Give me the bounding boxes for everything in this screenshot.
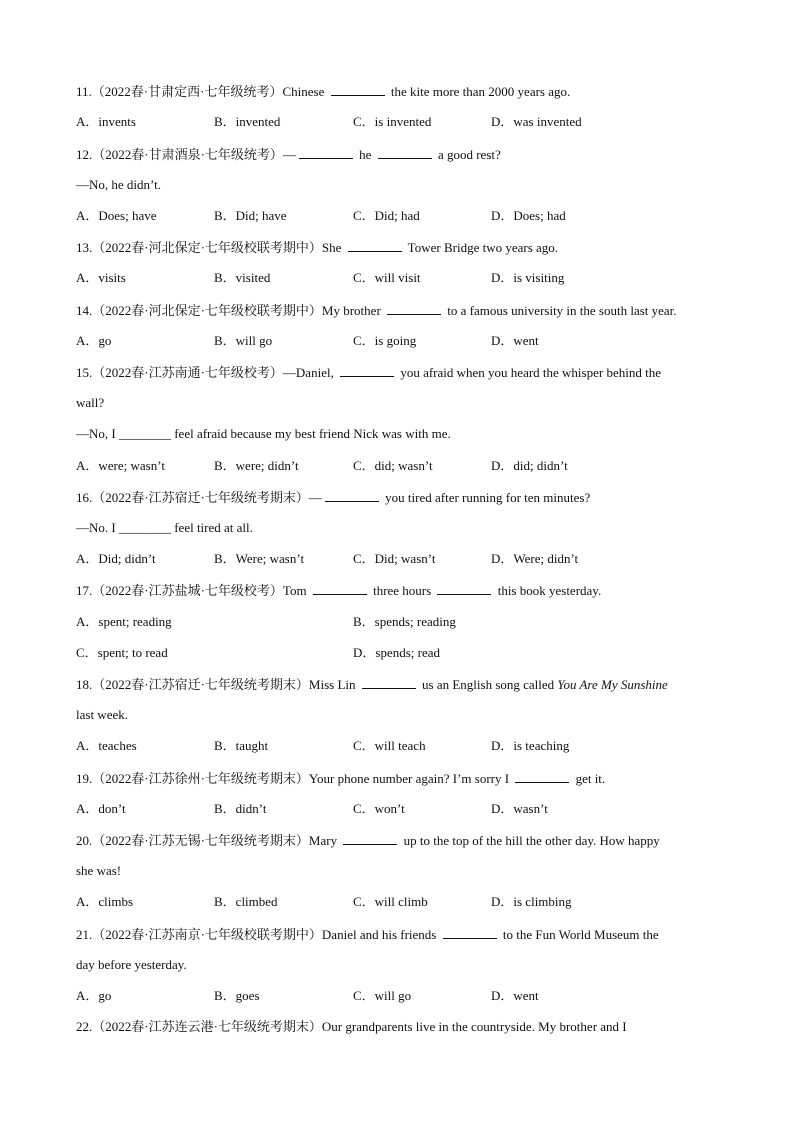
option-letter: B．	[214, 458, 236, 473]
question-text: —Daniel,	[282, 365, 338, 380]
option-text: will go	[374, 988, 412, 1003]
option-letter: B．	[214, 801, 236, 816]
question-source: （2022春·河北保定·七年级校联考期中）	[92, 303, 322, 318]
option-text: Did; wasn’t	[374, 551, 436, 566]
answer-blank	[387, 302, 441, 315]
option-letter: C．	[76, 645, 98, 660]
option-text: is visiting	[513, 270, 565, 285]
question-text: he	[355, 147, 375, 162]
option-letter: A．	[76, 801, 99, 816]
option-letter: C．	[353, 114, 375, 129]
option-d[interactable]	[491, 551, 578, 567]
option-c[interactable]	[353, 738, 426, 754]
option-letter: B．	[214, 114, 236, 129]
option-text: were; didn’t	[235, 458, 299, 473]
question-22	[76, 1019, 627, 1035]
option-text: don’t	[98, 801, 126, 816]
option-b[interactable]	[214, 114, 280, 130]
option-letter: D．	[491, 738, 514, 753]
option-text: will visit	[374, 270, 421, 285]
question-text: Our grandparents live in the countryside. My brother and I	[321, 1019, 627, 1034]
question-text: three hours	[369, 583, 435, 598]
option-letter: A．	[76, 208, 99, 223]
answer-blank	[343, 832, 397, 845]
option-text: go	[98, 333, 112, 348]
option-text: visited	[235, 270, 271, 285]
option-letter: D．	[491, 270, 514, 285]
option-text: Does; had	[513, 208, 566, 223]
option-a[interactable]	[76, 270, 126, 286]
option-d[interactable]	[491, 208, 566, 224]
option-c[interactable]	[353, 114, 431, 130]
option-c[interactable]	[353, 458, 433, 474]
question-number: 21.	[76, 927, 93, 942]
option-letter: C．	[353, 208, 375, 223]
option-text: Were; didn’t	[513, 551, 579, 566]
option-letter: A．	[76, 551, 99, 566]
question-text: a good rest?	[434, 147, 501, 162]
question-text-cont: —No, he didn’t.	[76, 177, 161, 192]
question-text-cont: —No, I ________ feel afraid because my best friend Nick was with me.	[76, 426, 451, 441]
question-17	[76, 582, 601, 599]
option-letter: A．	[76, 738, 99, 753]
question-number: 22.	[76, 1019, 93, 1034]
option-text: visits	[98, 270, 126, 285]
question-source: （2022春·甘肃定西·七年级统考）	[91, 84, 283, 99]
option-letter: D．	[491, 551, 514, 566]
option-d[interactable]	[491, 270, 564, 286]
option-letter: B．	[214, 270, 236, 285]
question-text: you afraid when you heard the whisper behind the	[397, 365, 661, 380]
option-d[interactable]	[491, 458, 568, 474]
option-text: will teach	[374, 738, 426, 753]
option-letter: D．	[353, 645, 376, 660]
option-c[interactable]	[353, 208, 420, 224]
option-letter: C．	[353, 333, 375, 348]
option-text: Did; have	[235, 208, 287, 223]
option-b[interactable]	[214, 551, 304, 567]
question-14	[76, 302, 677, 319]
option-text: went	[513, 333, 539, 348]
question-source: （2022春·江苏宿迁·七年级统考期末）	[92, 490, 309, 505]
question-text: to a famous university in the south last year.	[444, 303, 677, 318]
option-letter: A．	[76, 894, 99, 909]
option-letter: C．	[353, 458, 375, 473]
option-c[interactable]	[353, 801, 405, 817]
option-c[interactable]	[353, 551, 435, 567]
option-letter: A．	[76, 114, 99, 129]
option-text: was invented	[513, 114, 582, 129]
option-text: Did; had	[374, 208, 420, 223]
question-19	[76, 770, 605, 787]
question-source: （2022春·江苏盐城·七年级校考）	[92, 583, 283, 598]
song-title: You Are My Sunshine	[557, 677, 668, 692]
option-b[interactable]	[353, 614, 456, 630]
option-letter: D．	[491, 801, 514, 816]
option-a[interactable]	[76, 551, 156, 567]
option-b[interactable]	[214, 801, 267, 817]
option-letter: A．	[76, 270, 99, 285]
option-d[interactable]	[491, 988, 539, 1004]
option-c[interactable]	[353, 894, 428, 910]
option-letter: B．	[214, 988, 236, 1003]
option-d[interactable]	[491, 333, 539, 349]
option-text: will go	[235, 333, 273, 348]
option-letter: B．	[214, 894, 236, 909]
question-text: get it.	[572, 771, 606, 786]
option-b[interactable]	[214, 208, 287, 224]
question-text: to the Fun World Museum the	[499, 927, 659, 942]
question-text: up to the top of the hill the other day. How happy	[400, 833, 660, 848]
option-c[interactable]	[353, 988, 411, 1004]
option-letter: C．	[353, 801, 375, 816]
question-number: 14.	[76, 303, 93, 318]
option-b[interactable]	[214, 738, 268, 754]
answer-blank	[443, 926, 497, 939]
option-letter: D．	[491, 988, 514, 1003]
option-a[interactable]	[76, 208, 157, 224]
option-letter: D．	[491, 114, 514, 129]
question-number: 17.	[76, 583, 93, 598]
option-d[interactable]	[491, 738, 569, 754]
option-b[interactable]	[214, 333, 272, 349]
question-number: 18.	[76, 677, 93, 692]
question-text: this book yesterday.	[494, 583, 602, 598]
question-text: Daniel and his friends	[321, 927, 440, 942]
option-text: went	[513, 988, 539, 1003]
option-letter: A．	[76, 333, 99, 348]
answer-blank	[378, 146, 432, 159]
option-a[interactable]	[76, 614, 172, 630]
question-text: Tom	[282, 583, 310, 598]
question-number: 20.	[76, 833, 93, 848]
question-text: —	[308, 490, 322, 505]
option-text: Were; wasn’t	[235, 551, 305, 566]
answer-blank	[340, 364, 394, 377]
question-text: us an English song called	[418, 677, 558, 692]
option-text: is invented	[374, 114, 432, 129]
option-text: is going	[374, 333, 417, 348]
answer-blank	[437, 582, 491, 595]
option-letter: A．	[76, 458, 99, 473]
option-text: invents	[98, 114, 136, 129]
option-text: were; wasn’t	[98, 458, 165, 473]
option-b[interactable]	[214, 894, 278, 910]
option-c[interactable]	[353, 333, 416, 349]
option-letter: A．	[76, 614, 99, 629]
option-letter: C．	[353, 894, 375, 909]
answer-blank	[515, 770, 569, 783]
question-source: （2022春·江苏连云港·七年级统考期末）	[92, 1019, 322, 1034]
option-text: go	[98, 988, 112, 1003]
question-text: —	[282, 147, 296, 162]
option-letter: B．	[214, 551, 236, 566]
option-text: won’t	[374, 801, 405, 816]
question-text: Your phone number again? I’m sorry I	[308, 771, 513, 786]
option-a[interactable]	[76, 894, 133, 910]
question-text-cont: last week.	[76, 707, 128, 722]
option-letter: D．	[491, 894, 514, 909]
option-letter: C．	[353, 988, 375, 1003]
option-letter: C．	[353, 270, 375, 285]
answer-blank	[313, 582, 367, 595]
question-number: 13.	[76, 240, 93, 255]
answer-blank	[299, 146, 353, 159]
option-a[interactable]	[76, 458, 165, 474]
question-source: （2022春·江苏无锡·七年级统考期末）	[92, 833, 309, 848]
question-number: 19.	[76, 771, 93, 786]
question-text-cont: wall?	[76, 395, 105, 410]
question-text: My brother	[321, 303, 385, 318]
option-text: climbed	[235, 894, 278, 909]
option-text: is teaching	[513, 738, 570, 753]
option-letter: C．	[353, 551, 375, 566]
question-11	[76, 83, 570, 100]
question-number: 15.	[76, 365, 93, 380]
question-18	[76, 676, 668, 693]
question-source: （2022春·江苏南京·七年级校联考期中）	[92, 927, 322, 942]
option-b[interactable]	[214, 988, 260, 1004]
question-13	[76, 239, 558, 256]
option-text: Did; didn’t	[98, 551, 156, 566]
option-text: spends; read	[375, 645, 441, 660]
option-a[interactable]	[76, 738, 137, 754]
answer-blank	[362, 676, 416, 689]
option-text: teaches	[98, 738, 137, 753]
question-16	[76, 489, 590, 506]
option-a[interactable]	[76, 114, 136, 130]
option-letter: C．	[353, 738, 375, 753]
option-text: did; didn’t	[513, 458, 568, 473]
question-text: Tower Bridge two years ago.	[404, 240, 559, 255]
option-text: did; wasn’t	[374, 458, 433, 473]
option-c[interactable]	[353, 270, 421, 286]
question-15	[76, 364, 661, 381]
option-letter: D．	[491, 458, 514, 473]
question-number: 11.	[76, 84, 92, 99]
option-text: taught	[235, 738, 269, 753]
option-text: spent; reading	[98, 614, 172, 629]
question-text: Chinese	[282, 84, 328, 99]
option-letter: D．	[491, 333, 514, 348]
option-d[interactable]	[491, 894, 572, 910]
option-letter: D．	[491, 208, 514, 223]
question-21	[76, 926, 659, 943]
option-b[interactable]	[214, 270, 270, 286]
question-text-cont: she was!	[76, 863, 122, 878]
option-a[interactable]	[76, 801, 126, 817]
question-source: （2022春·江苏南通·七年级校考）	[92, 365, 283, 380]
option-letter: B．	[214, 208, 236, 223]
question-source: （2022春·江苏宿迁·七年级统考期末）	[92, 677, 309, 692]
option-text: wasn’t	[513, 801, 548, 816]
answer-blank	[325, 489, 379, 502]
question-text: Miss Lin	[308, 677, 359, 692]
question-text: the kite more than 2000 years ago.	[387, 84, 571, 99]
question-source: （2022春·河北保定·七年级校联考期中）	[92, 240, 322, 255]
option-c[interactable]	[76, 645, 168, 661]
option-letter: B．	[214, 333, 236, 348]
question-number: 16.	[76, 490, 93, 505]
option-text: goes	[235, 988, 260, 1003]
question-text: Mary	[308, 833, 341, 848]
question-text-cont: —No. I ________ feel tired at all.	[76, 520, 253, 535]
option-d[interactable]	[353, 645, 440, 661]
option-d[interactable]	[491, 801, 548, 817]
question-source: （2022春·甘肃酒泉·七年级统考）	[92, 147, 283, 162]
question-text: you tired after running for ten minutes?	[381, 490, 591, 505]
option-d[interactable]	[491, 114, 582, 130]
question-20	[76, 832, 660, 849]
answer-blank	[348, 239, 402, 252]
option-text: didn’t	[235, 801, 267, 816]
option-text: spends; reading	[374, 614, 456, 629]
option-letter: B．	[353, 614, 375, 629]
option-text: Does; have	[98, 208, 157, 223]
option-a[interactable]	[76, 333, 111, 349]
option-text: climbs	[98, 894, 134, 909]
question-12	[76, 146, 501, 163]
option-b[interactable]	[214, 458, 299, 474]
option-text: is climbing	[513, 894, 572, 909]
option-letter: A．	[76, 988, 99, 1003]
question-source: （2022春·江苏徐州·七年级统考期末）	[92, 771, 309, 786]
option-text: will climb	[374, 894, 428, 909]
answer-blank	[331, 83, 385, 96]
question-text-cont: day before yesterday.	[76, 957, 187, 972]
question-number: 12.	[76, 147, 93, 162]
option-a[interactable]	[76, 988, 111, 1004]
option-letter: B．	[214, 738, 236, 753]
option-text: invented	[235, 114, 281, 129]
question-text: She	[321, 240, 345, 255]
option-text: spent; to read	[97, 645, 168, 660]
